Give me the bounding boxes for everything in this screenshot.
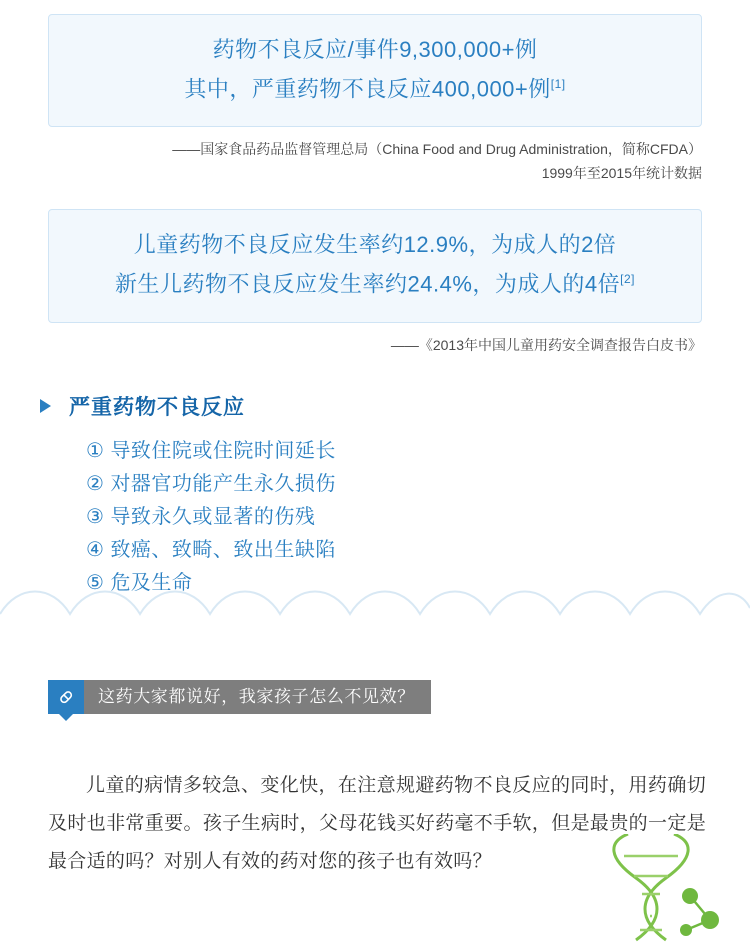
stat2-line-1: 儿童药物不良反应发生率约12.9%，为成人的2倍: [133, 232, 617, 258]
stat2-line-2-text: 新生儿药物不良反应发生率约24.4%，为成人的4倍: [115, 271, 621, 297]
section-title: 严重药物不良反应: [69, 395, 245, 419]
dna-helix-icon: [594, 834, 724, 944]
capsule-icon: [48, 680, 84, 714]
list-item-number: ⑤: [86, 571, 105, 594]
stat-line-1: 药物不良反应/事件9,300,000+例: [212, 37, 538, 62]
source-2-line-1: ——《2013年中国儿童用药安全调查报告白皮书》: [390, 336, 702, 353]
list-item-label: 对器官功能产生永久损伤: [110, 472, 336, 495]
spacer-1: [0, 185, 750, 209]
list-item: [86, 501, 750, 534]
list-item-label: 致癌、致畸、致出生缺陷: [110, 538, 336, 561]
list-item-label: 导致永久或显著的伤残: [110, 505, 316, 528]
source-1-line-1: ——国家食品药品监督管理总局（China Food and Drug Administration，简称CFDA）: [172, 141, 702, 158]
body-paragraph: 儿童的病情多较急、变化快，在注意规避药物不良反应的同时，用药确切及时也非常重要。孩子生病时，父母花钱买好药毫不手软，但是最贵的一定是最合适的吗？对别人有效的药对您的孩子也有效吗？: [48, 775, 706, 872]
list-item: [86, 534, 750, 567]
list-item-number: ①: [86, 439, 105, 462]
list-item-number: ③: [86, 505, 105, 528]
list-item: [86, 435, 750, 468]
question-banner-text: 这药大家都说好，我家孩子怎么不见效？: [84, 680, 431, 714]
list-item-label: 导致住院或住院时间延长: [110, 439, 336, 462]
stat-line-2-text: 其中，严重药物不良反应400,000+例: [184, 76, 551, 102]
stat2-line-2: [59, 262, 691, 301]
footnote-marker-2: [2]: [620, 272, 635, 287]
section-header-severe-adr: [40, 391, 750, 421]
stat-line-2: [59, 67, 691, 106]
stat-box-adr-total: [48, 14, 702, 127]
triangle-bullet-icon: [40, 399, 51, 413]
list-item-number: ②: [86, 472, 105, 495]
cloud-divider: [0, 571, 750, 644]
question-banner: [48, 680, 431, 714]
source-citation-2: [48, 333, 702, 357]
footnote-marker-1: [1]: [550, 77, 566, 91]
source-citation-1: [48, 137, 702, 185]
stat-box-children-rate: [48, 209, 702, 322]
list-item-number: ④: [86, 538, 105, 561]
list-item: [86, 468, 750, 501]
list-item-label: 危及生命: [110, 571, 193, 594]
source-1-line-2: 1999年至2015年统计数据: [541, 165, 702, 182]
